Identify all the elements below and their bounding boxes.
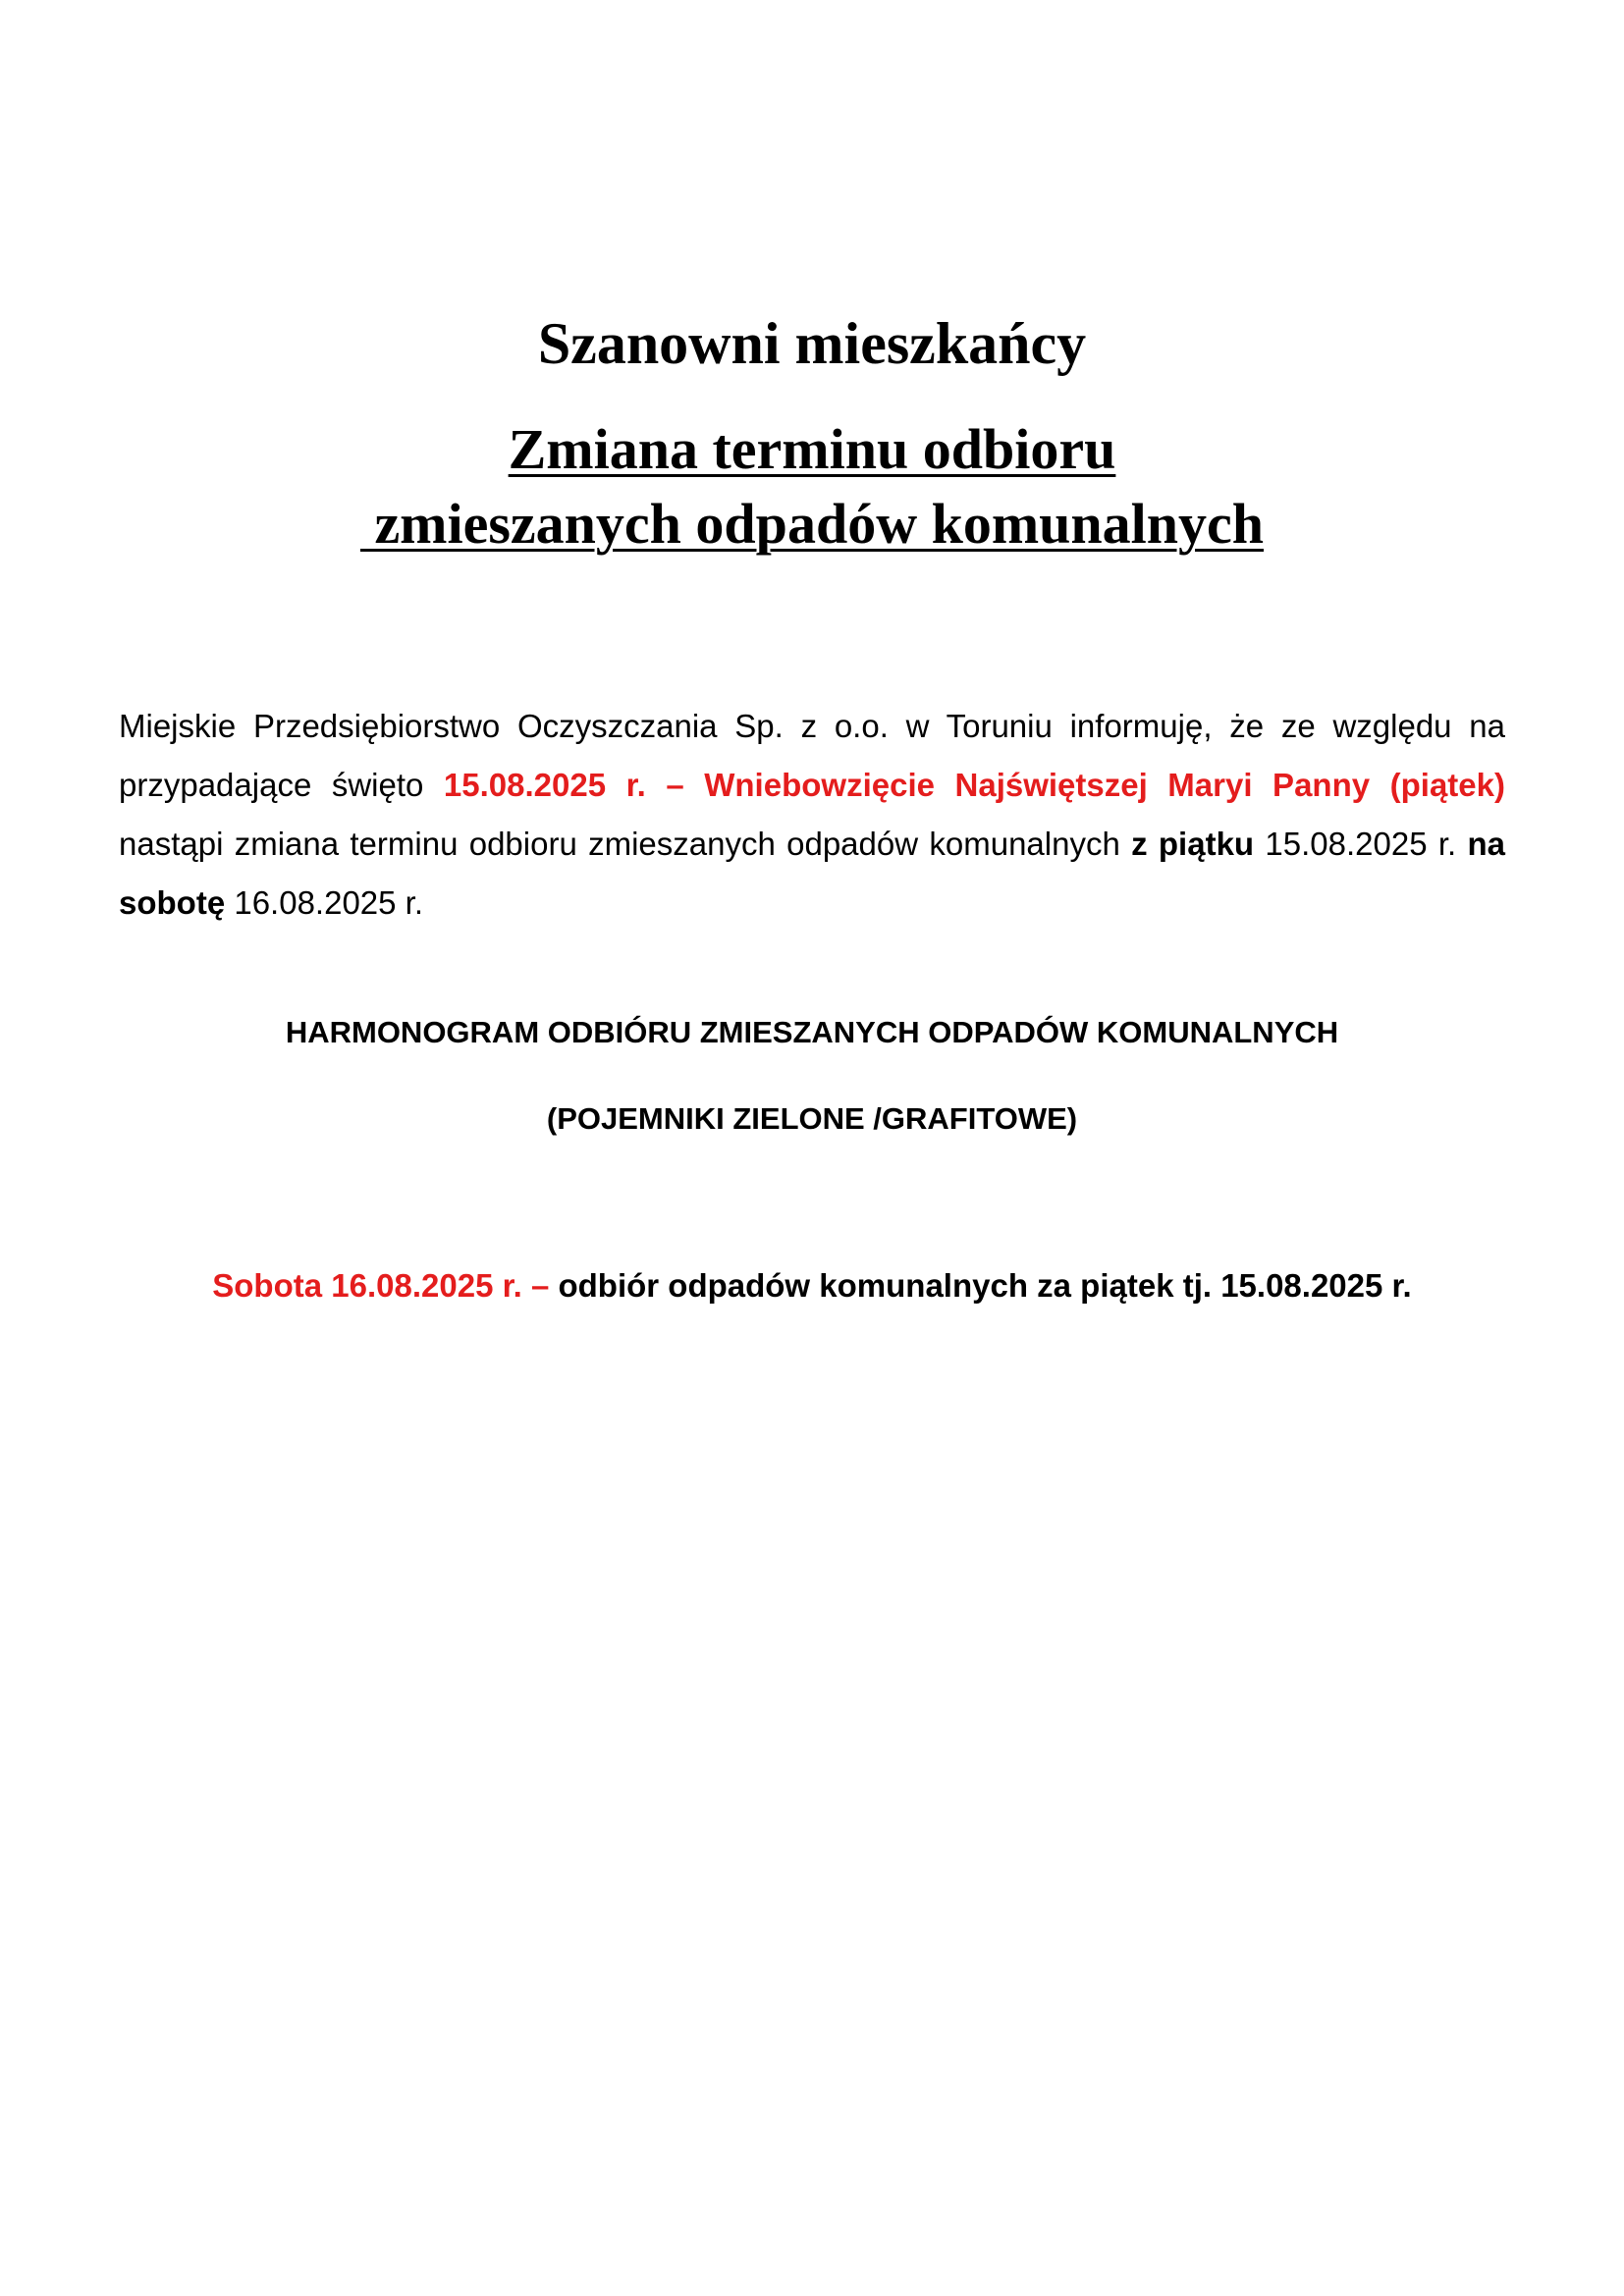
title-line-2: zmieszanych odpadów komunalnych [359, 492, 1265, 556]
schedule-entry-text: odbiór odpadów komunalnych za piątek tj. 15.08.2025 r. [549, 1267, 1412, 1304]
from-date: 15.08.2025 r. [1254, 826, 1468, 862]
to-date: 16.08.2025 r. [225, 884, 424, 921]
schedule-heading: HARMONOGRAM ODBIÓRU ZMIESZANYCH ODPADÓW KOMUNALNYCH [285, 1015, 1339, 1049]
title-line-1: Zmiana terminu odbioru [508, 417, 1116, 481]
to-day-label: na sobotę [119, 826, 1505, 921]
schedule-entry [0, 1261, 1624, 1310]
notice-paragraph [119, 697, 1505, 933]
page-title [0, 412, 1624, 561]
holiday-highlight: 15.08.2025 r. – Wniebowzięcie Najświętszej Maryi Panny (piątek) [443, 767, 1505, 803]
greeting-heading: Szanowni mieszkańcy [537, 311, 1087, 376]
notice-intro: Miejskie Przedsiębiorstwo Oczyszczania Sp. z o.o. w Toruniu informuję, że ze względu na przypadające święto [119, 708, 1505, 803]
from-day-label: z piątku [1131, 826, 1255, 862]
schedule-subheading: (POJEMNIKI ZIELONE /GRAFITOWE) [546, 1101, 1078, 1136]
schedule-entry-date: Sobota 16.08.2025 r. – [212, 1267, 550, 1304]
notice-change-text: nastąpi zmiana terminu odbioru zmieszanych odpadów komunalnych [119, 826, 1132, 862]
